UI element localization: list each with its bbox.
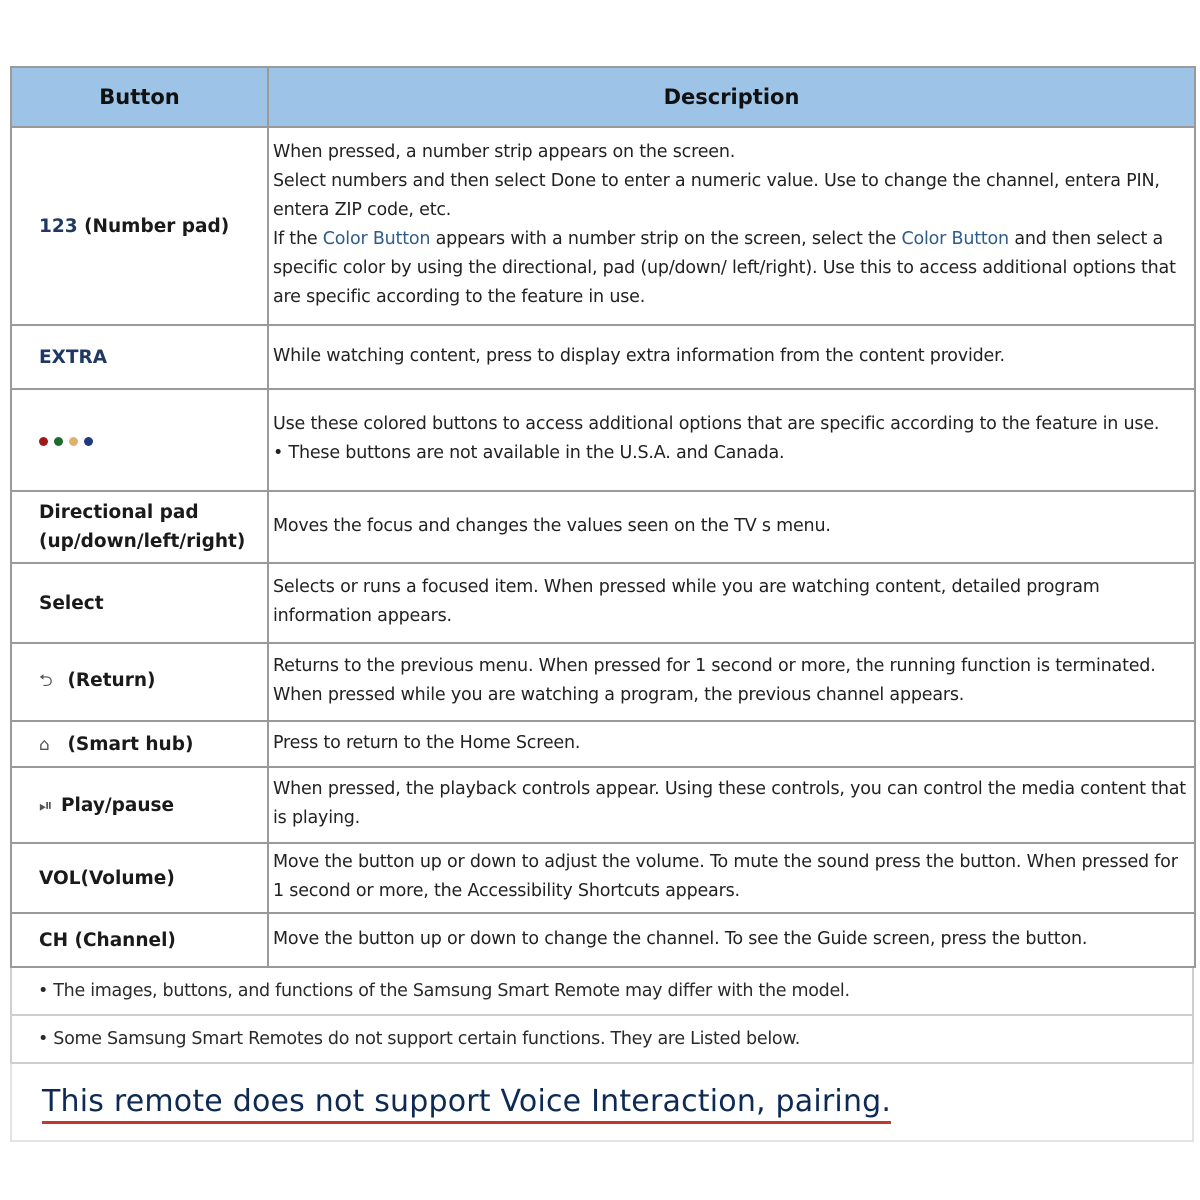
description-cell: Selects or runs a focused item. When pressed while you are watching content, detailed program information appears. — [268, 563, 1195, 643]
header-description: Description — [268, 67, 1195, 127]
description-cell: When pressed, the playback controls appear. Using these controls, you can control the media content that is playing. — [268, 767, 1195, 843]
number-pad-key: 123 — [39, 215, 78, 237]
yellow-dot-icon — [69, 437, 78, 446]
color-button-term: Color Button — [322, 229, 431, 249]
description-cell: Move the button up or down to change the channel. To see the Guide screen, press the button. — [268, 913, 1195, 967]
voice-unsupported-banner — [10, 1064, 1194, 1142]
green-dot-icon — [54, 437, 63, 446]
description-cell: While watching content, press to display extra information from the content provider. — [268, 325, 1195, 389]
table-row-directional-pad — [11, 491, 1195, 563]
button-cell — [11, 325, 268, 389]
button-cell — [11, 843, 268, 913]
description-line — [273, 225, 1188, 312]
button-label: Play/pause — [61, 794, 175, 816]
note-model-differences: • The images, buttons, and functions of the Samsung Smart Remote may differ with the model. — [10, 968, 1194, 1016]
table-row-volume — [11, 843, 1195, 913]
color-buttons-icon — [39, 437, 93, 446]
button-label: EXTRA — [39, 346, 108, 368]
table-row-color-buttons — [11, 389, 1195, 491]
button-cell — [11, 389, 268, 491]
table-row-number-pad — [11, 127, 1195, 325]
play-pause-icon: ⏯ — [39, 795, 53, 816]
banner-text: This remote does not support Voice Interaction, pairing. — [42, 1084, 891, 1124]
description-cell — [268, 389, 1195, 491]
button-cell — [11, 643, 268, 721]
table-row-extra — [11, 325, 1195, 389]
text: appears with a number strip on the screen, select the — [430, 229, 902, 249]
description-line: Use these colored buttons to access additional options that are specific according to the feature in use. — [273, 414, 1160, 434]
table-row-return — [11, 643, 1195, 721]
description-line: Select numbers and then select Done to enter a numeric value. Use to change the channel, entera PIN, entera ZIP code, etc. — [273, 171, 1160, 220]
button-cell — [11, 491, 268, 563]
button-cell — [11, 913, 268, 967]
text: and then select a specific color by using the directional, pad (up/down/ left/right). Use this to access additional options that are specific according to the feature in use. — [273, 229, 1176, 307]
description-cell — [268, 127, 1195, 325]
remote-buttons-document — [10, 66, 1194, 1142]
button-cell — [11, 127, 268, 325]
button-label: Directional pad — [39, 502, 199, 523]
button-label: (Return) — [61, 669, 156, 691]
table-row-channel — [11, 913, 1195, 967]
button-description-table — [10, 66, 1196, 968]
button-label: (Number pad) — [77, 215, 230, 237]
note-unsupported-functions: • Some Samsung Smart Remotes do not support certain functions. They are Listed below. — [10, 1016, 1194, 1064]
button-label: CH (Channel) — [39, 929, 176, 951]
button-cell — [11, 767, 268, 843]
header-button: Button — [11, 67, 268, 127]
table-header-row — [11, 67, 1195, 127]
text: If the — [273, 229, 323, 249]
button-cell — [11, 563, 268, 643]
table-row-play-pause — [11, 767, 1195, 843]
red-dot-icon — [39, 437, 48, 446]
button-label: Select — [39, 592, 104, 614]
home-icon: ⌂ — [39, 734, 50, 755]
description-line: • These buttons are not available in the U.S.A. and Canada. — [273, 443, 785, 463]
description-cell: Move the button up or down to adjust the volume. To mute the sound press the button. When pressed for 1 second or more, the Accessibility Shortcuts appears. — [268, 843, 1195, 913]
return-icon: ⮌ — [39, 670, 53, 691]
button-label: (Smart hub) — [61, 733, 194, 755]
description-cell: Moves the focus and changes the values seen on the TV s menu. — [268, 491, 1195, 563]
button-label: (up/down/left/right) — [39, 531, 246, 552]
description-cell: Returns to the previous menu. When pressed for 1 second or more, the running function is terminated. When pressed while you are watching a program, the previous channel appears. — [268, 643, 1195, 721]
color-button-term: Color Button — [901, 229, 1009, 249]
description-line: When pressed, a number strip appears on the screen. — [273, 142, 736, 162]
table-row-smart-hub — [11, 721, 1195, 767]
button-label: VOL(Volume) — [39, 867, 175, 889]
table-row-select — [11, 563, 1195, 643]
description-cell: Press to return to the Home Screen. — [268, 721, 1195, 767]
button-cell — [11, 721, 268, 767]
blue-dot-icon — [84, 437, 93, 446]
